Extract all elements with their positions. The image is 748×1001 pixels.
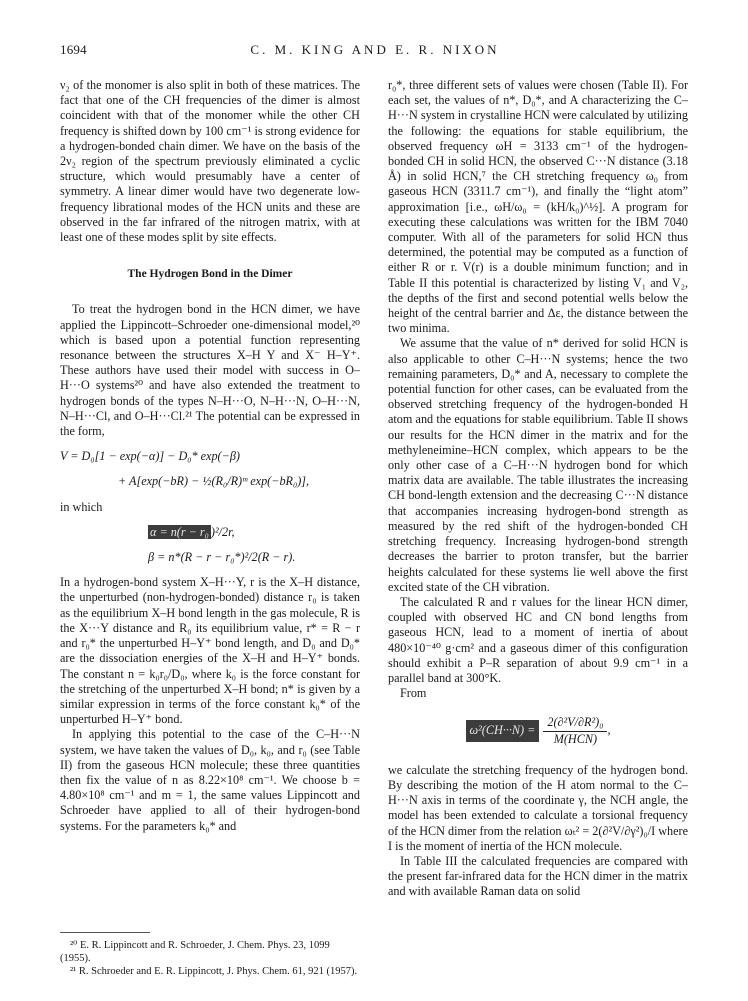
footnote-20: ²⁰ E. R. Lippincott and R. Schroeder, J. Chem. Phys. 23, 1099 (1955). [60,940,330,964]
paragraph: The calculated R and r values for the linear HCN dimer, coupled with observed HC and CN bond lengths from gaseous HCN, lead to a moment of inertia of about 480×10⁻⁴⁰ g·cm² and a gaseous dimer of this configuration should exhibit a P–R separation of about 9.9 cm⁻¹ in a parallel band at 300°K. [388,594,688,685]
paragraph: r₀*, three different sets of values were chosen (Table II). For each set, the values of n*, D₀*, and A characterizing the C–H···N system in crystalline HCN were calculated by utilizing the following: the equations for stable equilibrium, the observed frequency ωH = 3133 cm⁻¹ of the hydrogen-bonded CH in solid HCN, the observed C···N distance (3.18 Å) in solid HCN,⁷ the CH stretching frequency ω₀ from gaseous HCN (3311.7 cm⁻¹), and finally the “light atom” approximation [i.e., ωH/ω₀ = (kH/k₀)^½]. A program for executing these calculations was written for the IBM 7040 computer. With all of the parameters for solid HCN thus determined, the potential may be computed as a function of either R or r. V(r) is a double minimum function; and in Table II this potential is characterized by listing V₁ and V₂, the depths of the first and second potential wells below the height of the central barrier and Δε, the distance between the two minima. [388,78,688,336]
left-column [60,78,360,834]
right-column [388,78,688,900]
footnotes [60,912,360,978]
equation-potential-continued: + A[exp(−bR) − ½(R₀/R)ᵐ exp(−bR₀)], [118,474,310,489]
fraction-denominator: M(HCN) [553,731,598,746]
equation-potential: V = D₀[1 − exp(−α)] − D₀* exp(−β) [60,449,240,464]
fraction [543,715,607,746]
page-number: 1694 [60,42,87,57]
equation-lhs: ω²(CH···N) = [466,720,540,741]
equation-tail: , [607,723,611,738]
equation-beta: β = n*(R − r − r₀*)²/2(R − r). [148,550,296,565]
paragraph: In Table III the calculated frequencies are compared with the present far-infrared data for the HCN dimer in the matrix and with available Raman data on solid [388,853,688,899]
in-which-text: in which [60,499,103,514]
running-authors: C. M. KING AND E. R. NIXON [250,42,500,57]
highlighted-term: α = n(r − r₀ [150,524,209,539]
footnote-rule [60,932,150,933]
equation-alpha-rest: )²/2r, [210,524,235,539]
from-text: From [400,686,427,701]
paragraph: In applying this potential to the case of the C–H···N system, we have taken the values of D₀, k₀, and r₀ (see Table II) from the gaseous HCN molecule; these three quantities then fix the value of n as 8.22×10⁸ cm⁻¹. We choose b = 4.80×10⁸ cm⁻¹ and m = 1, the same values Lippincott and Schroeder have applied to all of their hydrogen-bond systems. For the parameters k₀* and [60,727,360,833]
paragraph: In a hydrogen-bond system X–H···Y, r is the X–H distance, the unperturbed (non-hydrogen-bonded) distance r₀ is taken as the equilibrium X–H bond length in the gas molecule, R is the X···Y distance and R₀ its equilibrium value, r* = R − r and r₀* the unperturbed H–Y⁺ bond length, and D₀ and D₀* are the dissociation energies of the X–H and H–Y⁺ bonds. The constant n = k₀r₀/D₀, where k₀ is the force constant for the stretching of the unperturbed X–H bond; n* is given by a similar expression in terms of the force constant k₀* of the unperturbed H–Y⁺ bond. [60,575,360,727]
section-title: The Hydrogen Bond in the Dimer [127,268,293,281]
paragraph: To treat the hydrogen bond in the HCN dimer, we have applied the Lippincott–Schroeder one-dimensional model,²⁰ which is based upon a potential function representing resonance between the structures X–H Y and X⁻ H–Y⁺. These authors have used their model with success in O–H···O systems²⁰ and have also extended the treatment to hydrogen bonds of the types N–H···O, N–H···N, O–H···N, N–H···Cl, and O–H···Cl.²¹ The potential can be expressed in the form, [60,302,360,439]
fraction-numerator: 2(∂²V/∂R²)₀ [543,715,607,731]
paragraph: We assume that the value of n* derived for solid HCN is also applicable to other C–H···N systems; hence the two remaining parameters, D₀* and A, necessary to complete the potential function for other cases, can be evaluated from the observed stretching frequency of the hydrogen-bonded H atom and the equations for stable equilibrium. Table II shows our results for the HCN dimer in the matrix and for the methyleneimine–HCN complex, which appears to be the only other case of a C–H···N hydrogen bond for which matrix data are available. The table illustrates the increasing CH bond-length extension and the decreasing C···N distance that accompanies increasing hydrogen-bond strength as measured by the red shift of the hydrogen-bonded CH stretching frequency. Increasing hydrogen-bond strength decreases the barrier to proton transfer, but the barrier heights calculated for these systems lie well above the first excited state of the CH vibration. [388,336,688,594]
paragraph: ν₂ of the monomer is also split in both of these matrices. The fact that one of the CH frequencies of the dimer is almost coincident with that of the monomer while the other CH frequency is shifted down by 100 cm⁻¹ is strong evidence for a hydrogen-bonded chain dimer. We have on the basis of the 2ν₂ region of the spectrum previously eliminated a cyclic structure, which would presumably have a center of symmetry. A linear dimer would have two degenerate low-frequency librational modes of the HCN units and these are observed in the far infrared of the nitrogen matrix, with at least one of these modes split by site effects. [60,78,360,245]
equation-alpha [60,525,360,540]
equation-stretching-frequency [388,715,688,746]
footnote-21: ²¹ R. Schroeder and E. R. Lippincott, J. Phys. Chem. 61, 921 (1957). [70,966,358,977]
paragraph: we calculate the stretching frequency of the hydrogen bond. By describing the motion of the H atom normal to the C–H···N axis in terms of the coordinate γ, the NCH angle, the model has been extended to calculate a torsional frequency of the HCN dimer from the relation ωₜ² = 2(∂²V/∂γ²)₀/I where I is the moment of inertia of the HCN molecule. [388,762,688,853]
